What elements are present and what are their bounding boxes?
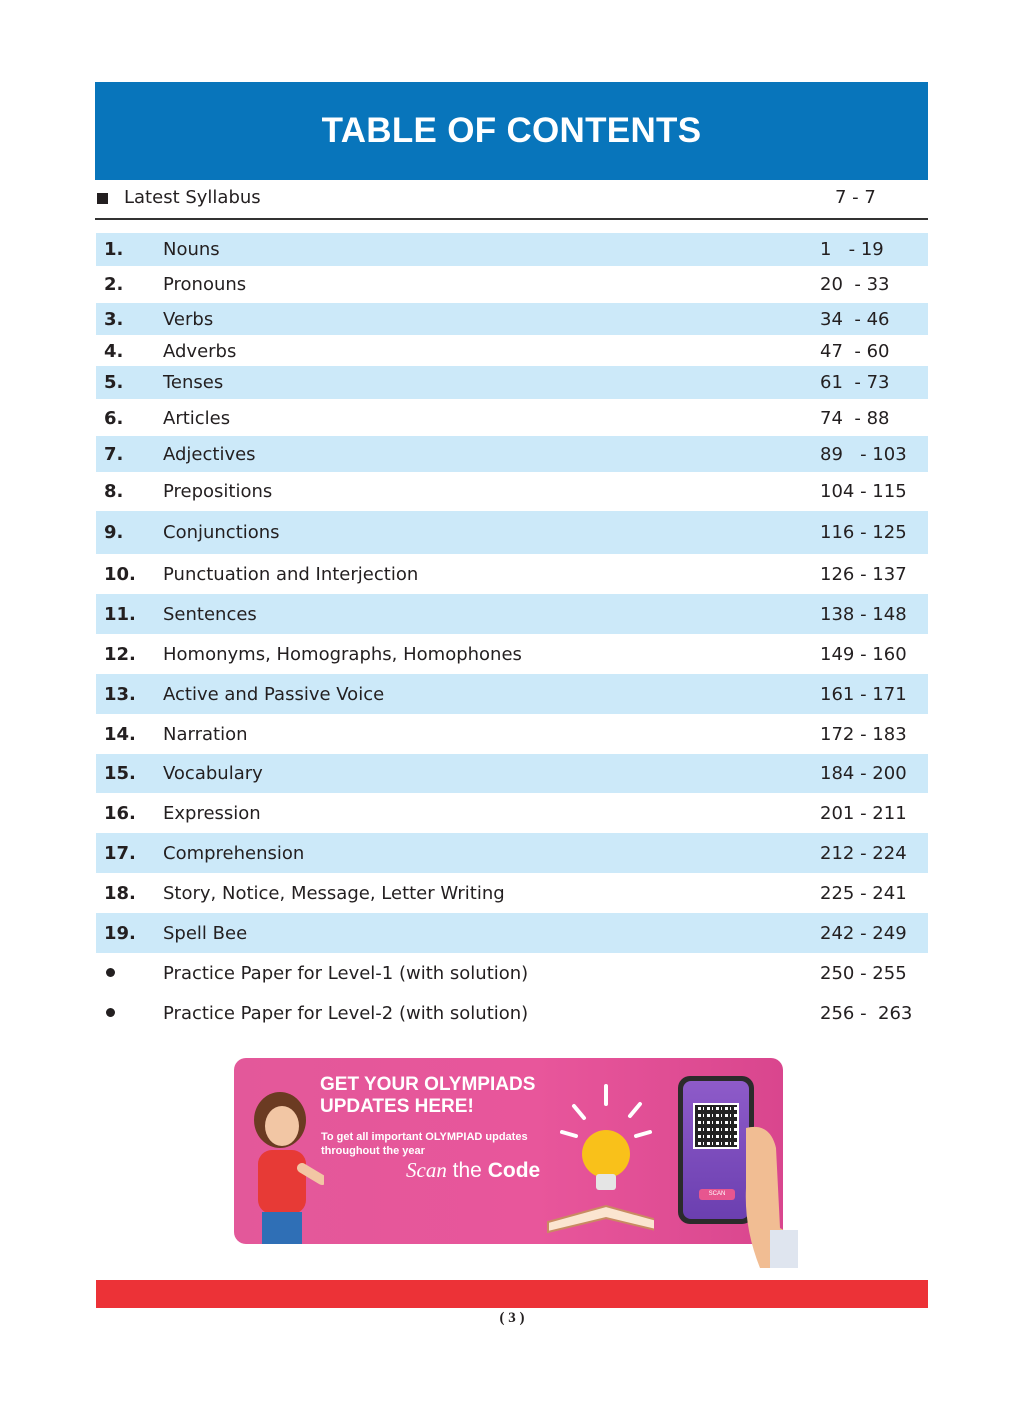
page-range: 149 - 160 [820,644,907,665]
chapter-number: 8. [104,481,124,502]
toc-row [96,436,928,472]
toc-header [95,82,928,180]
page-range: 250 - 255 [820,963,907,984]
chapter-number: 12. [104,644,136,665]
toc-row [96,754,928,793]
scan-button: SCAN [699,1189,735,1200]
page-range: 172 - 183 [820,724,907,745]
chapter-number: 13. [104,684,136,705]
banner-scan-text [406,1158,540,1183]
toc-row [96,554,928,594]
chapter-number: 18. [104,883,136,904]
toc-row [96,233,928,266]
chapter-number: 10. [104,564,136,585]
girl-illustration-icon [244,1088,324,1244]
toc-row [96,366,928,399]
page-range: 61 - 73 [820,372,890,393]
page-range: 34 - 46 [820,309,890,330]
chapter-number: 5. [104,372,124,393]
toc-row [96,953,928,993]
chapter-title: Practice Paper for Level-2 (with solution) [163,1003,529,1024]
page-range: 184 - 200 [820,763,907,784]
chapter-number: 3. [104,309,124,330]
toc-row [96,833,928,873]
syllabus-pages: 7 - 7 [835,187,876,208]
page-range: 212 - 224 [820,843,907,864]
chapter-number: 7. [104,444,124,465]
page-range: 256 - 263 [820,1003,913,1024]
bullet-icon [106,1008,115,1017]
chapter-number: 16. [104,803,136,824]
page-range: 104 - 115 [820,481,907,502]
chapter-number: 2. [104,274,124,295]
chapter-number: 9. [104,522,124,543]
page-range: 242 - 249 [820,923,907,944]
toc-row [96,303,928,335]
page-range: 225 - 241 [820,883,907,904]
toc-row [96,793,928,833]
chapter-title: Homonyms, Homographs, Homophones [163,644,522,665]
qr-code-icon [693,1103,739,1149]
chapter-number: 6. [104,408,124,429]
chapter-title: Story, Notice, Message, Letter Writing [163,883,505,904]
chapter-title: Sentences [163,604,257,625]
page-title: TABLE OF CONTENTS [321,111,702,150]
chapter-number: 4. [104,341,124,362]
square-bullet-icon [97,193,108,204]
toc-row [96,714,928,754]
page-range: 161 - 171 [820,684,907,705]
chapter-title: Adjectives [163,444,256,465]
toc-row [96,873,928,913]
chapter-number: 19. [104,923,136,944]
chapter-title: Articles [163,408,231,429]
toc-row [96,511,928,554]
toc-row [96,268,928,301]
chapter-title: Spell Bee [163,923,248,944]
toc-row [96,594,928,634]
chapter-number: 1. [104,239,124,260]
chapter-number: 14. [104,724,136,745]
page-number: ( 3 ) [499,1310,525,1326]
chapter-title: Narration [163,724,248,745]
chapter-title: Active and Passive Voice [163,684,385,705]
page-range: 74 - 88 [820,408,890,429]
toc-row [96,335,928,367]
chapter-title: Punctuation and Interjection [163,564,419,585]
chapter-title: Practice Paper for Level-1 (with solution) [163,963,529,984]
page-range: 89 - 103 [820,444,907,465]
page-range: 1 - 19 [820,239,884,260]
chapter-title: Verbs [163,309,214,330]
toc-row [96,472,928,511]
lightbulb-book-icon [534,1082,654,1242]
chapter-title: Tenses [163,372,224,393]
chapter-title: Expression [163,803,261,824]
page-range: 126 - 137 [820,564,907,585]
page-range: 138 - 148 [820,604,907,625]
toc-row [96,674,928,714]
toc-row [96,913,928,953]
chapter-title: Adverbs [163,341,237,362]
syllabus-label: Latest Syllabus [124,187,261,208]
chapter-number: 17. [104,843,136,864]
chapter-title: Comprehension [163,843,305,864]
page-range: 20 - 33 [820,274,890,295]
the-word: the [446,1159,488,1182]
banner-heading: GET YOUR OLYMPIADS UPDATES HERE! [320,1074,536,1117]
chapter-title: Prepositions [163,481,273,502]
chapter-title: Vocabulary [163,763,263,784]
chapter-title: Pronouns [163,274,247,295]
code-word: Code [487,1159,541,1182]
page-range: 201 - 211 [820,803,907,824]
toc-row [96,400,928,436]
chapter-number: 15. [104,763,136,784]
bullet-icon [106,968,115,977]
chapter-title: Conjunctions [163,522,280,543]
syllabus-row [95,182,928,220]
chapter-number: 11. [104,604,136,625]
scan-word: Scan [406,1158,447,1182]
page-range: 47 - 60 [820,341,890,362]
toc-row [96,993,928,1033]
hand-icon [740,1118,798,1268]
toc-row [96,634,928,674]
page-range: 116 - 125 [820,522,907,543]
footer-bar [96,1280,928,1308]
banner-subtext: To get all important OLYMPIAD updates throughout the year [321,1131,528,1157]
chapter-title: Nouns [163,239,220,260]
